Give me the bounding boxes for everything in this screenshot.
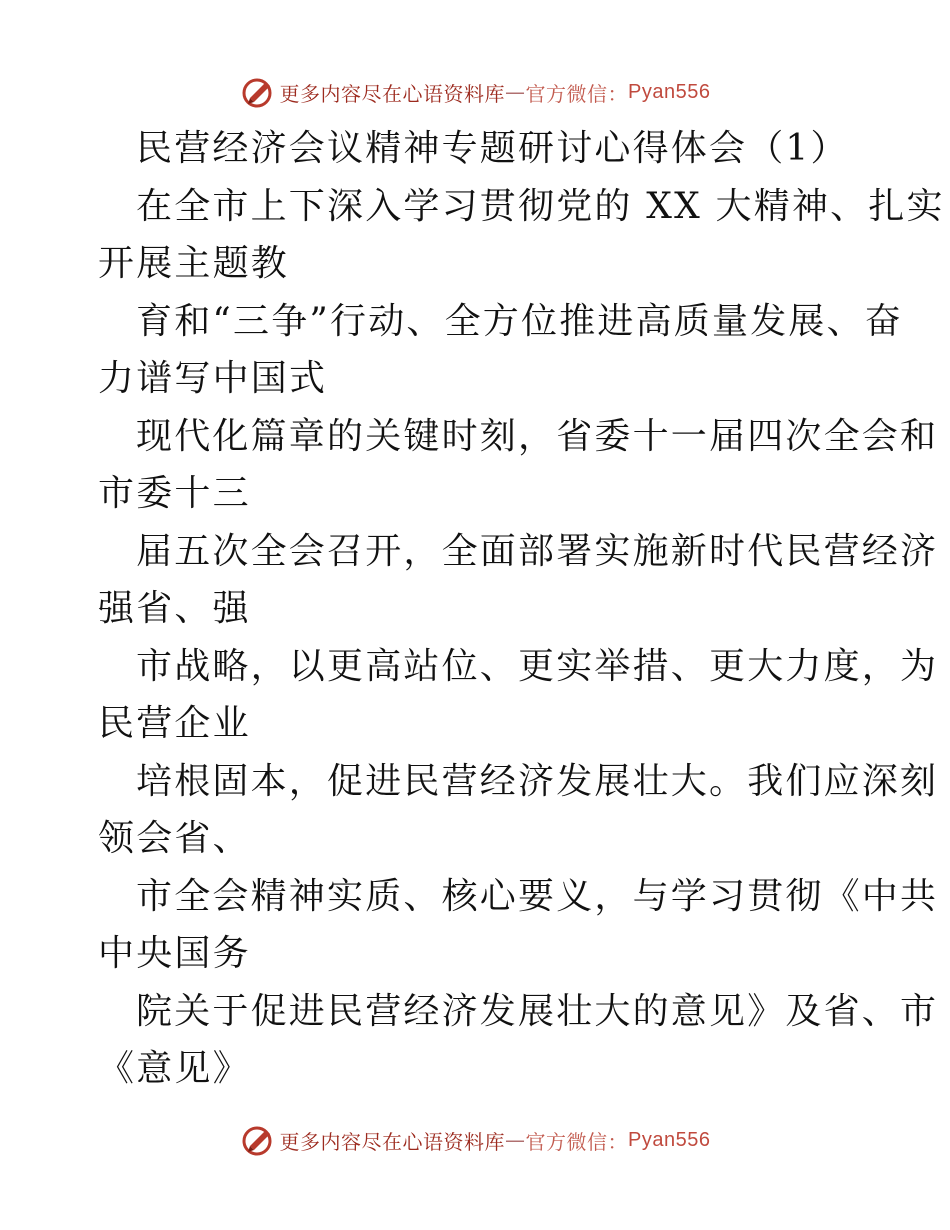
document-paragraph [98,178,945,1098]
footer-brand-text: 更多内容尽在心语资料库 [279,1129,506,1154]
header-separator: — [505,80,526,104]
text-line: 强省、强 [98,588,251,629]
text-line: 领会省、 [98,818,251,859]
red-circle-pen-logo-icon [240,1122,276,1158]
footer-wechat-id: Pyan556 [628,1128,711,1151]
red-circle-pen-logo-icon [240,74,276,110]
header-banner [0,72,950,112]
text-line: 力谱写中国式 [98,358,328,399]
text-line: 开展主题教 [98,243,290,284]
text-line: 市委十三 [98,473,251,514]
text-line: 市战略，以更高站位、更实举措、更大力度，为 [136,645,939,687]
footer-separator: — [505,1128,526,1152]
text-line: 在全市上下深入学习贯彻党的 XX 大精神、扎实 [136,185,945,227]
text-line: 现代化篇章的关键时刻，省委十一届四次全会和 [136,415,939,457]
text-line: 院关于促进民营经济发展壮大的意见》及省、市 [136,990,939,1032]
header-brand-text: 更多内容尽在心语资料库 [279,81,506,106]
text-line: 培根固本，促进民营经济发展壮大。我们应深刻 [136,760,939,802]
document-body [98,120,945,1098]
header-wechat-label: 官方微信： [525,81,629,106]
text-line: 育和“三争”行动、全方位推进高质量发展、奋 [136,300,904,342]
text-line: 中央国务 [98,933,251,974]
document-title: 民营经济会议精神专题研讨心得体会（1） [136,128,849,169]
footer-wechat-label: 官方微信： [525,1129,629,1154]
text-line: 市全会精神实质、核心要义，与学习贯彻《中共 [136,875,939,917]
footer-banner [0,1120,950,1160]
header-wechat-id: Pyan556 [628,80,711,103]
text-line: 民营企业 [98,703,251,744]
text-line: 《意见》 [98,1048,251,1089]
text-line: 届五次全会召开，全面部署实施新时代民营经济 [136,530,939,572]
